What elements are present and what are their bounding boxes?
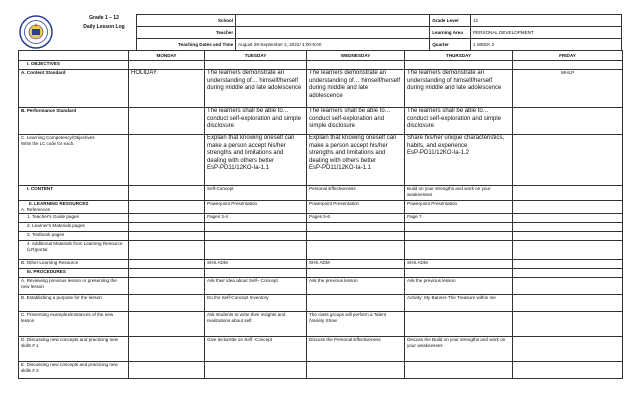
- other-resource-tuesday: SHS ADM: [205, 260, 307, 269]
- content-wednesday: Personal Effectiveness: [307, 186, 405, 201]
- discussing2-label: E. Discussing new concepts and practicing new skills # 2: [19, 362, 129, 379]
- competency-tuesday: Explain that knowing oneself can make a person accept his/her strengths and limitations and dealing with others better EsP-PD11/12KO-Ia-1.1: [205, 135, 307, 186]
- content-standard-monday: HOLIDAY: [129, 70, 205, 108]
- day-header-row: [19, 51, 623, 61]
- teachers-guide-thursday: Page 7: [405, 214, 513, 223]
- performance-standard-wednesday: The learners shall be able to… conduct self-exploration and simple disclosure: [307, 108, 405, 135]
- teachers-guide-row: [19, 214, 623, 223]
- discussing1-wednesday: Discuss the Personal Effectiveness: [307, 337, 405, 362]
- other-resource-thursday: SHS ADM: [405, 260, 513, 269]
- dates-value: August 29-September 2, 2022/ 4:00-5:00: [236, 39, 430, 51]
- competency-label: C. Learning Competency/Objectives: [21, 135, 95, 140]
- performance-standard-row: [19, 108, 623, 135]
- learning-resources-label: II. LEARNING RESOURCES: [29, 201, 89, 206]
- other-resource-row: [19, 260, 623, 269]
- school-label: School: [137, 15, 236, 27]
- content-standard-thursday: The learners demonstrate an understanding of himself/herself during middle and late adolescence: [405, 70, 513, 108]
- lesson-log-table: [18, 50, 623, 379]
- reviewing-wednesday: Ask the previous lesson: [307, 278, 405, 295]
- teacher-value: [236, 27, 430, 39]
- reviewing-tuesday: Ask their idea about Self– Concept: [205, 278, 307, 295]
- purpose-tuesday: Do the Self-Concept Inventory: [205, 295, 307, 312]
- content-standard-tuesday: The learners demonstrate an understanding of… himself/herself during middle and late adolescence: [205, 70, 307, 108]
- header-info-table: [136, 14, 622, 51]
- reviewing-label: A. Reviewing previous lesson or presenting the new lesson: [19, 278, 129, 295]
- day-monday: MONDAY: [129, 51, 205, 61]
- examples-row: [19, 312, 623, 337]
- school-value: [236, 15, 430, 27]
- blank-header-cell: [19, 51, 129, 61]
- purpose-row: [19, 295, 623, 312]
- day-friday: FRIDAY: [513, 51, 623, 61]
- dates-label: Teaching Dates and Time: [137, 39, 236, 51]
- content-thursday: Build on your strengths and work on your weaknesses: [405, 186, 513, 201]
- competency-thursday: Share his/her unique characteristics, habits, and experience EsP-PD11/12KO-Ia-1.2: [405, 135, 513, 186]
- examples-tuesday: Ask students to write their insights and realizations about self.: [205, 312, 307, 337]
- day-tuesday: TUESDAY: [205, 51, 307, 61]
- day-wednesday: WEDNESDAY: [307, 51, 405, 61]
- objectives-row: [19, 61, 623, 70]
- grades-title: Grade 1 – 12: [89, 15, 119, 21]
- log-title: Daily Lesson Log: [83, 24, 125, 30]
- teacher-label: Teacher: [137, 27, 236, 39]
- learning-area-value: PERSONAL DEVELOPMENT: [470, 27, 621, 39]
- quarter-label: Quarter: [430, 39, 471, 51]
- learning-resources-wednesday: Powerpoint Presentation: [307, 201, 405, 214]
- examples-wednesday: The class groups will perform a Talent /Variety Show: [307, 312, 405, 337]
- competency-row: [19, 135, 623, 186]
- discussing2-row: [19, 362, 623, 379]
- content-standard-wednesday: The learners demonstrate an understanding of… himself/herself during middle and late adolescence: [307, 70, 405, 108]
- learning-area-label: Learning Area: [430, 27, 471, 39]
- learning-resources-label-cell: [19, 201, 129, 214]
- content-label: I. CONTENT: [19, 186, 129, 201]
- day-thursday: THURSDAY: [405, 51, 513, 61]
- deped-seal-icon: [18, 14, 54, 50]
- learning-resources-tuesday: Powerpoint Presentation: [205, 201, 307, 214]
- additional-materials-label: 4. Additional Materials from Learning Resource (LR)portal: [19, 241, 129, 260]
- discussing1-row: [19, 337, 623, 362]
- discussing1-tuesday: Give lecturette on Self -Concept: [205, 337, 307, 362]
- grade-level-label: Grade Level: [430, 15, 471, 27]
- competency-wednesday: Explain that knowing oneself can make a person accept his/her strengths and limitations and dealing with others better EsP-PD11/12KO-Ia-1.1: [307, 135, 405, 186]
- teachers-guide-wednesday: Pages 5-6: [307, 214, 405, 223]
- performance-standard-tuesday: The learners shall be able to… conduct self-exploration and simple disclosure: [205, 108, 307, 135]
- examples-label: C. Presenting examples/Instances of the new lesson: [19, 312, 129, 337]
- content-row: [19, 186, 623, 201]
- procedures-row: [19, 269, 623, 278]
- content-standard-label: A. Content Standard: [19, 70, 129, 108]
- textbook-label: 3. Textbook pages: [19, 232, 129, 241]
- content-standard-friday: WHLP: [513, 70, 623, 108]
- additional-materials-row: [19, 241, 623, 260]
- examples-thursday: [405, 312, 513, 337]
- learning-resources-row: [19, 201, 623, 214]
- references-label: A. References: [21, 207, 51, 212]
- objectives-heading: I. OBJECTIVES: [19, 61, 129, 70]
- reviewing-thursday: Ask the previous lesson: [405, 278, 513, 295]
- performance-standard-label: B. Performance Standard: [19, 108, 129, 135]
- procedures-heading: III. PROCEDURES: [19, 269, 129, 278]
- discussing1-thursday: Discuss the Build on your strengths and work on your weaknesses: [405, 337, 513, 362]
- learners-materials-row: [19, 223, 623, 232]
- teachers-guide-label: 1. Teacher's Guide pages: [19, 214, 129, 223]
- quarter-value: 1 WEEK 2: [470, 39, 621, 51]
- teachers-guide-tuesday: Pages 3-4: [205, 214, 307, 223]
- other-resource-wednesday: SHS ADM: [307, 260, 405, 269]
- competency-label-cell: [19, 135, 129, 186]
- content-standard-row: [19, 70, 623, 108]
- purpose-wednesday: [307, 295, 405, 312]
- learners-materials-label: 2. Learner's Materials pages: [19, 223, 129, 232]
- content-tuesday: Self-Concept: [205, 186, 307, 201]
- other-resource-label: B. Other Learning Resource: [19, 260, 129, 269]
- reviewing-row: [19, 278, 623, 295]
- purpose-label: B. Establishing a purpose for the lesson: [19, 295, 129, 312]
- purpose-thursday: Activity: My Banner-The Treasure within me: [405, 295, 513, 312]
- competency-sublabel: Write the LC code for each.: [21, 141, 75, 146]
- grade-level-value: 12: [470, 15, 621, 27]
- discussing1-label: D. Discussing new concepts and practicing new skills # 1: [19, 337, 129, 362]
- performance-standard-thursday: The learners shall be able to… conduct self-exploration and simple disclosure: [405, 108, 513, 135]
- header: [18, 14, 622, 50]
- textbook-row: [19, 232, 623, 241]
- learning-resources-thursday: Powerpoint Presentation: [405, 201, 513, 214]
